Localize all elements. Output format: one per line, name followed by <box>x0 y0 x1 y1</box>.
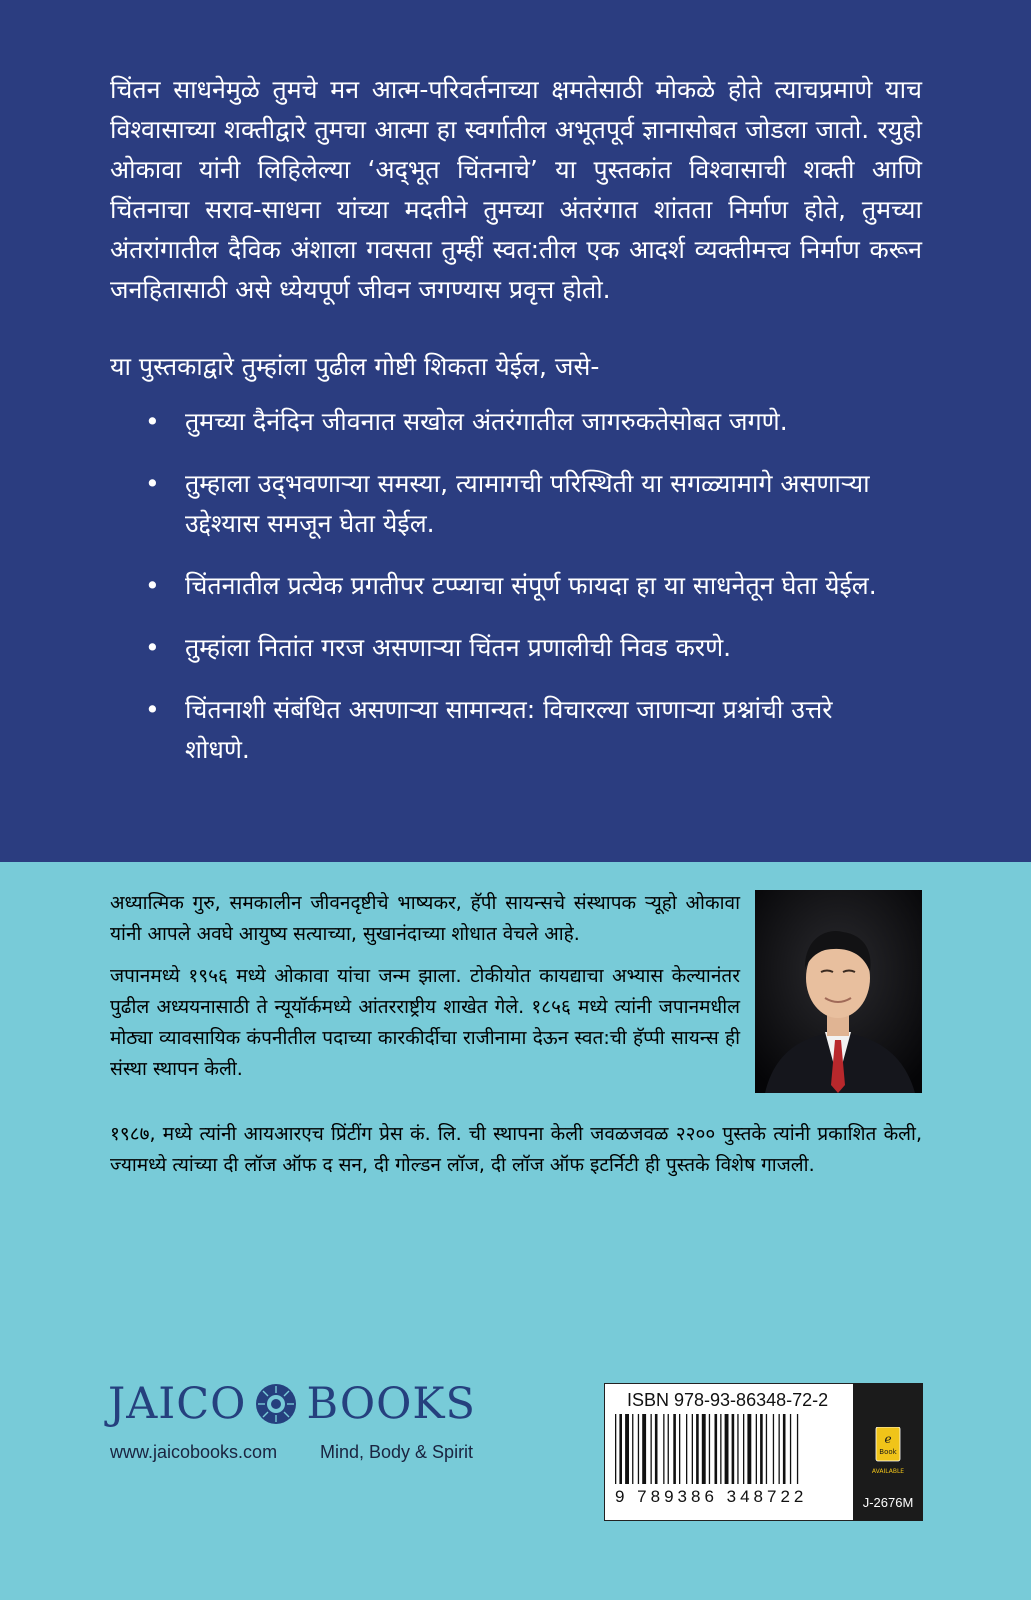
author-bio <box>110 888 740 1096</box>
list-item-text: चिंतनातील प्रत्येक प्रगतीपर टप्प्याचा संपूर्ण फायदा हा या साधनेतून घेता येईल. <box>185 571 877 600</box>
list-item-text: तुम्हांला नितांत गरज असणाऱ्या चिंतन प्रणालीची निवड करणे. <box>185 633 732 662</box>
author-bio-paragraph: अध्यात्मिक गुरु, समकालीन जीवनदृष्टीचे भाष्यकर, हॅपी सायन्सचे संस्थापक ऱ्यूहो ओकावा यांनी आपले अवघे आयुष्य सत्याच्या, सुखानंदाच्या शोधात वेचले आहे. <box>110 892 740 945</box>
list-item-text: तुम्हाला उद्‌भवणाऱ्या समस्या, त्यामागची परिस्थिती या सगळ्यामागे असणाऱ्या उद्देश्यास समजून घेता येईल. <box>185 469 870 538</box>
sun-emblem-icon <box>254 1382 298 1426</box>
author-bio-paragraph: १९८७, मध्ये त्यांनी आयआरएच प्रिंटींग प्रेस कं. लि. ची स्थापना केली जवळजवळ २२०० पुस्तके त्यांनी प्रकाशित केली, ज्यामध्ये त्यांच्या दी लॉज ऑफ द सन, दी गोल्डन लॉज, दी लॉज ऑफ इटर्निटी ही पुस्तके विशेष गाजली. <box>110 1123 922 1176</box>
bullet-icon: • <box>145 407 160 436</box>
ebook-available-icon <box>864 1427 912 1479</box>
bullet-icon: • <box>145 469 160 498</box>
list-item <box>140 402 900 442</box>
svg-text:e: e <box>884 1432 892 1446</box>
bullet-icon: • <box>145 633 160 662</box>
list-item <box>140 690 900 770</box>
barcode-digits: 9 789386 348722 <box>615 1487 808 1506</box>
list-item <box>140 628 900 668</box>
logo-text-right: BOOKS <box>306 1379 476 1429</box>
list-item <box>140 464 900 544</box>
publisher-logo <box>108 1381 476 1427</box>
author-bio-paragraph: जपानमध्ये १९५६ मध्ये ओकावा यांचा जन्म झाला. टोकीयोत कायद्याचा अभ्यास केल्यानंतर पुढील अध्ययनासाठी ते न्यूयॉर्कमध्ये आंतरराष्ट्रीय शाखेत गेले. १८५६ मध्ये त्यांनी जपानमधील मोठ्या व्यावसायिक कंपनीतील पदाच्या कारकीर्दीचा राजीनामा देऊन स्वत:ची हॅप्पी सायन्स ही संस्था स्थापन केली. <box>110 965 740 1080</box>
list-item <box>140 566 900 606</box>
blurb-paragraph: चिंतन साधनेमुळे तुमचे मन आत्म-परिवर्तनाच्या क्षमतेसाठी मोकळे होते त्याचप्रमाणे याच विश्वासाच्या शक्तीद्वारे तुमचा आत्मा हा स्वर्गातील अभूतपूर्व ज्ञानासोबत जोडला जातो. रयुहो ओकावा यांनी लिहिलेल्या ‘अद्‌भूत चिंतनाचे’ या पुस्तकांत विश्वासाची शक्ती आणि चिंतनाचा सराव-साधना यांच्या मदतीने तुमच्या अंतरंगात शांतता निर्माण होते, तुमच्या अंतरांगातील दैविक अंशाला गवसता तुम्हीं स्वत:तील एक आदर्श व्यक्तीमत्त्व निर्माण करून जनहितासाठी असे ध्येयपूर्ण जीवन जगण्यास प्रवृत्त होतो. <box>110 75 922 304</box>
book-code: J-2676M <box>862 1495 914 1510</box>
bullet-icon: • <box>145 571 160 600</box>
bullet-intro: या पुस्तकाद्वारे तुम्हांला पुढील गोष्टी शिकता येईल, जसे- <box>110 352 600 381</box>
book-category: Mind, Body & Spirit <box>320 1442 474 1462</box>
ebook-strip <box>853 1383 923 1521</box>
author-photo <box>755 890 922 1093</box>
svg-text:Book: Book <box>879 1448 897 1456</box>
logo-text-left: JAICO <box>108 1379 247 1429</box>
barcode-icon <box>611 1414 847 1486</box>
svg-text:AVAILABLE: AVAILABLE <box>871 1468 905 1475</box>
list-item-text: चिंतनाशी संबंधित असणाऱ्या सामान्यत: विचारल्या जाणाऱ्या प्रश्नांची उत्तरे शोधणे. <box>185 695 833 764</box>
bullet-icon: • <box>145 695 160 724</box>
benefit-list <box>140 402 900 792</box>
publisher-website: www.jaicobooks.com <box>110 1442 278 1462</box>
isbn-barcode-block <box>604 1383 855 1521</box>
list-item-text: तुमच्या दैनंदिन जीवनात सखोल अंतरंगातील जागरुकतेसोबत जगणे. <box>185 407 788 436</box>
isbn-label: ISBN 978-93-86348-72-2 <box>627 1390 829 1410</box>
